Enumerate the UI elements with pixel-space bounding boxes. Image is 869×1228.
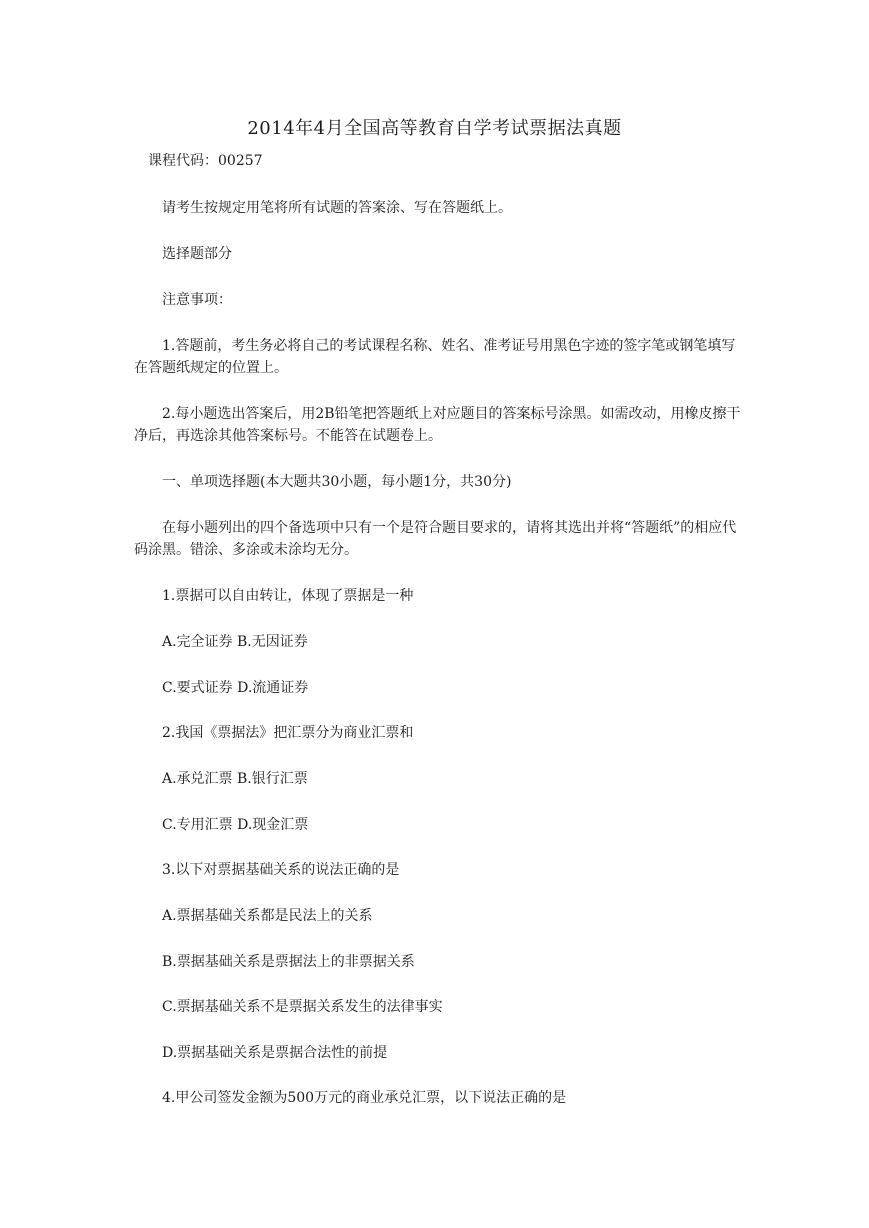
- question-4-stem: 4.甲公司签发金额为500万元的商业承兑汇票，以下说法正确的是: [162, 1090, 567, 1106]
- question-1-stem: 1.票据可以自由转让，体现了票据是一种: [162, 588, 414, 604]
- instruction-text: 请考生按规定用笔将所有试题的答案涂、写在答题纸上。: [162, 200, 512, 216]
- notes-heading: 注意事项：: [162, 292, 232, 308]
- note-item-2: 2.每小题选出答案后，用2B铅笔把答题纸上对应题目的答案标号涂黑。如需改动，用橡皮擦干净后，再选涂其他答案标号。不能答在试题卷上。: [134, 406, 741, 444]
- question-3-option-b: B.票据基础关系是票据法上的非票据关系: [162, 954, 415, 970]
- question-3-option-c: C.票据基础关系不是票据关系发生的法律事实: [162, 999, 443, 1015]
- section-heading: 选择题部分: [162, 246, 232, 262]
- question-3-option-a: A.票据基础关系都是民法上的关系: [162, 908, 373, 924]
- question-3-stem: 3.以下对票据基础关系的说法正确的是: [162, 862, 400, 878]
- note-item-1: 1.答题前，考生务必将自己的考试课程名称、姓名、准考证号用黑色字迹的签字笔或钢笔填写在答题纸规定的位置上。: [134, 338, 736, 376]
- page-title: 2014年4月全国高等教育自学考试票据法真题: [247, 118, 622, 139]
- question-2-stem: 2.我国《票据法》把汇票分为商业汇票和: [162, 725, 414, 741]
- question-1-options-ab: A.完全证券 B.无因证券: [162, 634, 308, 650]
- question-2-options-cd: C.专用汇票 D.现金汇票: [162, 817, 309, 833]
- question-3-option-d: D.票据基础关系是票据合法性的前提: [162, 1045, 388, 1061]
- part-heading: 一、单项选择题(本大题共30小题，每小题1分，共30分): [162, 474, 512, 490]
- question-1-options-cd: C.要式证券 D.流通证券: [162, 680, 309, 696]
- course-code: 课程代码：00257: [148, 153, 263, 169]
- question-2-options-ab: A.承兑汇票 B.银行汇票: [162, 771, 308, 787]
- part-instruction: 在每小题列出的四个备选项中只有一个是符合题目要求的，请将其选出并将“答题纸”的相应代码涂黑。错涂、多涂或未涂均无分。: [134, 520, 737, 558]
